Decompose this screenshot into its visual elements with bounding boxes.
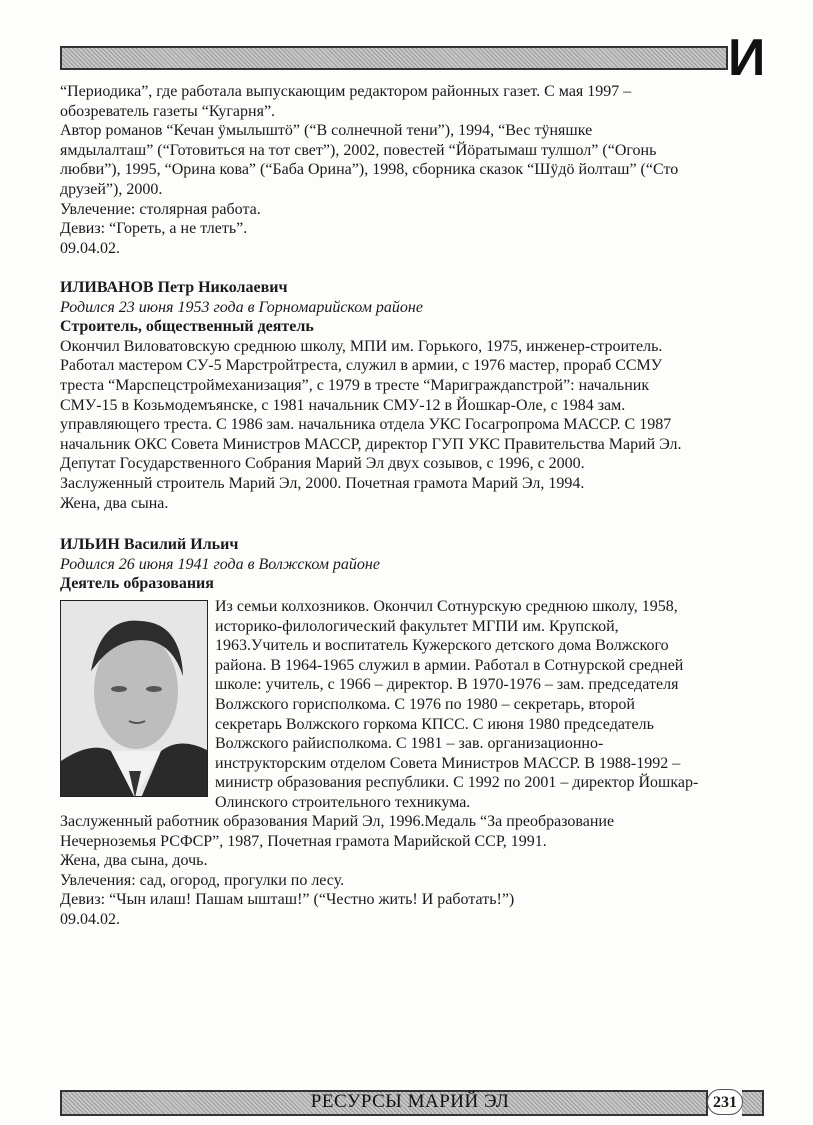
text-line: Заслуженный строитель Марий Эл, 2000. Почетная грамота Марий Эл, 1994. — [60, 474, 585, 492]
text-line: 09.04.02. — [60, 910, 120, 928]
text-line: 1963.Учитель и воспитатель Кужерского детского дома Волжского — [215, 637, 669, 655]
text-line: СМУ-15 в Козьмодемъянске, с 1981 начальник СМУ-12 в Йошкар-Оле, с 1984 зам. — [60, 396, 626, 414]
text-line: Увлечение: столярная работа. — [60, 200, 261, 218]
header-bar — [60, 46, 728, 70]
text-line: 09.04.02. — [60, 239, 120, 257]
page-number: 231 — [707, 1089, 743, 1115]
portrait-photo — [60, 600, 208, 797]
footer-bar-end — [742, 1090, 764, 1116]
text-line: историко-филологический факультет МГПИ им. Крупской, — [215, 617, 619, 635]
entry-born: Родился 26 июня 1941 года в Волжском районе — [60, 555, 380, 573]
text-line: Жена, два сына, дочь. — [60, 852, 208, 870]
entry-ilyin — [60, 535, 380, 594]
text-line: ямдылалташ” (“Готовиться на тот свет”), 2002, повестей “Йӧратымаш тулшол” (“Огонь — [60, 141, 657, 159]
text-line: министр образования республики. С 1992 по 2001 – директор Йошкар- — [215, 774, 699, 792]
entry-role: Деятель образования — [60, 575, 214, 593]
text-line: Заслуженный работник образования Марий Эл, 1996.Медаль “За преобразование — [60, 813, 615, 830]
text-line: Увлечения: сад, огород, прогулки по лесу. — [60, 871, 345, 889]
text-line: Девиз: “Гореть, а не тлеть”. — [60, 220, 248, 238]
text-line: школе: учитель, с 1966 – директор. В 1970-1976 – зам. председателя — [215, 676, 679, 694]
continuation-text — [60, 82, 678, 258]
text-line: секретарь Волжского горкома КПСС. С июня 1980 председатель — [215, 715, 654, 733]
text-line: Депутат Государственного Собрания Марий Эл двух созывов, с 1996, с 2000. — [60, 455, 585, 473]
entry-name: ИЛЬИН Василий Ильич — [60, 536, 239, 553]
entry-born: Родился 23 июня 1953 года в Горномарийском районе — [60, 298, 423, 316]
text-line: Окончил Виловатовскую среднюю школу, МПИ им. Горького, 1975, инженер-строитель. — [60, 337, 663, 355]
entry-ilivanov — [60, 278, 682, 513]
text-line: любви”), 1995, “Орина кова” (“Баба Орина”), 1998, сборника сказок “Шӱдӧ йолташ” (“Сто — [60, 161, 679, 179]
text-line: района. В 1964-1965 служил в армии. Работал в Сотнурской средней — [215, 656, 684, 674]
text-line: Волжского горисполкома. С 1976 по 1980 – секретарь, второй — [215, 695, 635, 713]
section-letter: И — [728, 29, 766, 87]
text-line: Нечерноземья РСФСР”, 1987, Почетная грамота Марийской ССР, 1991. — [60, 832, 547, 850]
text-line: треста “Марспецстроймеханизация”, с 1979 в тресте “Мариграждanстрой”: начальник — [60, 376, 650, 394]
text-line: “Периодика”, где работала выпускающим редактором районных газет. С мая 1997 – — [60, 83, 632, 100]
text-line: Из семьи колхозников. Окончил Сотнурскую среднюю школу, 1958, — [215, 598, 678, 615]
footer-title: РЕСУРСЫ МАРИЙ ЭЛ — [310, 1091, 510, 1112]
text-line: друзей”), 2000. — [60, 180, 163, 198]
entry-role: Строитель, общественный деятель — [60, 318, 314, 336]
text-line: начальник ОКС Совета Министров МАССР, директор ГУП УКС Правительства Марий Эл. — [60, 435, 682, 453]
text-line: обозреватель газеты “Кугарня”. — [60, 102, 276, 120]
text-line: Олинского строительного техникума. — [215, 793, 471, 811]
text-line: Жена, два сына. — [60, 494, 169, 512]
text-line: инструкторским отделом Совета Министров МАССР. В 1988-1992 – — [215, 754, 681, 772]
ilyin-side-text — [215, 597, 698, 813]
ilyin-bottom-text — [60, 812, 614, 930]
text-line: управляющего треста. С 1986 зам. начальника отдела УКС Госагропрома МАССР. С 1987 — [60, 416, 672, 434]
text-line: Волжского райисполкома. С 1981 – зав. организационно- — [215, 735, 604, 753]
entry-name: ИЛИВАНОВ Петр Николаевич — [60, 279, 288, 296]
text-line: Девиз: “Чын илаш! Пашам ышташ!” (“Честно жить! И работать!”) — [60, 891, 515, 909]
text-line: Автор романов “Кечан ӱмылыштӧ” (“В солнечной тени”), 1994, “Вес тӱняшке — [60, 122, 593, 140]
text-line: Работал мастером СУ-5 Марстройтреста, служил в армии, с 1976 мастер, прораб ССМУ — [60, 357, 663, 375]
